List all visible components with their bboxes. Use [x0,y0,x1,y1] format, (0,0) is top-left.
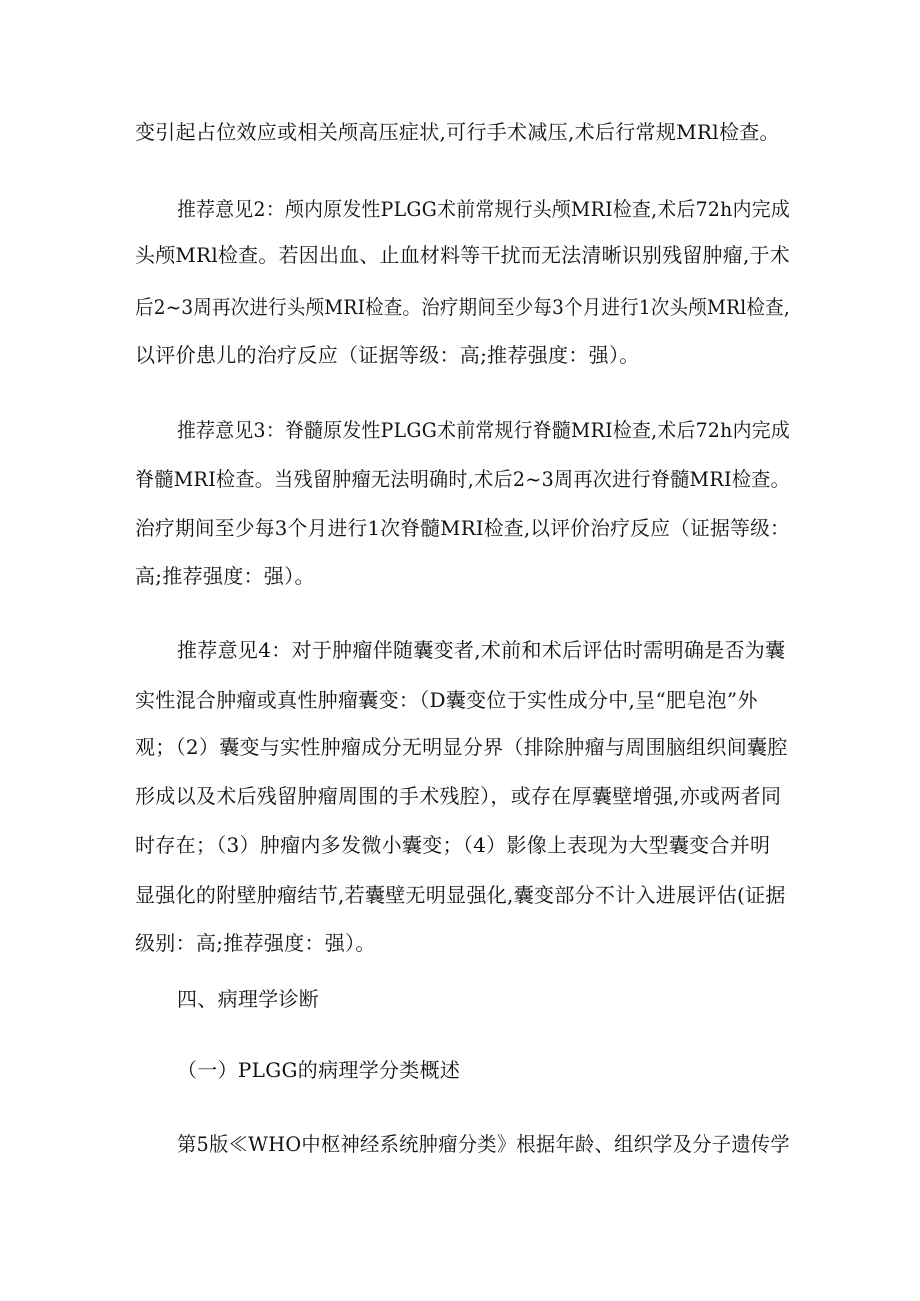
paragraph-4-line-2: 实性混合肿瘤或真性肿瘤囊变：（D囊变位于实性成分中,呈“肥皂泡”外 [135,688,758,712]
paragraph-4-line-4: 形成以及术后残留肿瘤周围的手术残腔），或存在厚囊壁增强,亦或两者同 [135,784,782,808]
paragraph-3-line-2: 脊髓MRI检查。当残留肿瘤无法明确时,术后2~3周再次进行脊髓MRI检查。 [135,467,790,491]
paragraph-2-line-4: 以评价患儿的治疗反应（证据等级：高;推荐强度：强）。 [135,343,640,367]
paragraph-2-line-1: 推荐意见2：颅内原发性PLGG术前常规行头颅MRI检查,术后72h内完成 [177,197,791,221]
paragraph-4-line-7: 级别：高;推荐强度：强）。 [135,931,376,955]
paragraph-4-line-3: 观；（2）囊变与实性肿瘤成分无明显分界（排除肿瘤与周围脑组织间囊腔 [135,735,788,759]
paragraph-2-line-2: 头颅MRl检查。若因出血、止血材料等干扰而无法清晰识别残留肿瘤,于术 [135,243,791,267]
paragraph-4-line-5: 时存在；（3）肿瘤内多发微小囊变；（4）影像上表现为大型囊变合并明 [135,833,771,857]
section-heading: 四、病理学诊断 [177,987,320,1011]
paragraph-3-line-4: 高;推荐强度：强）。 [135,564,315,588]
paragraph-1-line-1: 变引起占位效应或相关颅高压症状,可行手术减压,术后行常规MRl检查。 [135,120,780,144]
paragraph-3-line-3: 治疗期间至少每3个月进行1次脊髓MRI检查,以评价治疗反应（证据等级： [135,516,791,540]
paragraph-3-line-1: 推荐意见3：脊髓原发性PLGG术前常规行脊髓MRI检查,术后72h内完成 [177,418,791,442]
paragraph-5-line-1: 第5版≪WHO中枢神经系统肿瘤分类》根据年龄、组织学及分子遗传学 [177,1132,790,1156]
paragraph-2-line-3: 后2~3周再次进行头颅MRI检查。治疗期间至少每3个月进行1次头颅MRl检查, [135,295,790,319]
subsection-heading: （一）PLGG的病理学分类概述 [177,1058,461,1082]
paragraph-4-line-1: 推荐意见4：对于肿瘤伴随囊变者,术前和术后评估时需明确是否为囊 [177,638,786,662]
paragraph-4-line-6: 显强化的附壁肿瘤结节,若囊壁无明显强化,囊变部分不计入进展评估(证据 [135,883,786,907]
